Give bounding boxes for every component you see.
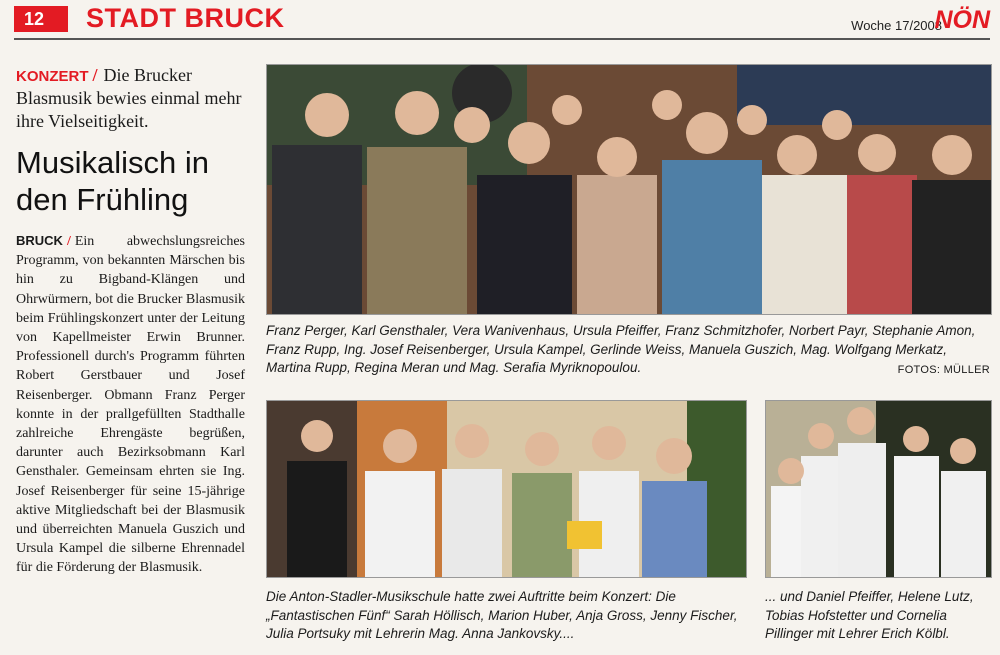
issue-week: Woche 17/2008 <box>851 18 942 33</box>
music-school-photo <box>266 400 747 578</box>
article-headline: Musikalisch in den Frühling <box>16 145 209 217</box>
newspaper-logo: NÖN <box>934 6 990 34</box>
article-body <box>16 232 245 578</box>
kicker-slash: / <box>92 65 98 85</box>
article-kicker <box>16 64 251 133</box>
page-number: 12 <box>14 6 68 32</box>
kicker-text: Die Brucker Blasmusik bewies einmal mehr ihre Vielseitigkeit. <box>16 65 242 131</box>
caption-music-school: Die Anton-Stadler-Musikschule hatte zwei Auftritte beim Konzert: Die „Fantastischen Fünf“ Sarah Höllisch, Marion Huber, Anja Gross, Jenny Fischer, Julia Portsuky mit Lehrerin Mag. Anna Jankovsky.... <box>266 589 738 641</box>
section-title: STADT BRUCK <box>86 3 285 33</box>
group-photo <box>266 64 992 315</box>
caption-group-photo: Franz Perger, Karl Gensthaler, Vera Wanivenhaus, Ursula Pfeiffer, Franz Schmitzhofer, Norbert Payr, Stephanie Amon, Franz Rupp, Ing. Josef Reisenberger, Ursula Kampel, Gerlinde Weiss, Manuela Guszich, Mag. Wolfgang Merkatz, Martina Rupp, Regina Meran und Mag. Serafia Myriknopoulou. <box>266 323 976 375</box>
caption-students-teacher: ... und Daniel Pfeiffer, Helene Lutz, Tobias Hofstetter und Cornelia Pillinger mit Lehrer Erich Kölbl. <box>765 589 974 641</box>
dateline-slash: / <box>66 234 71 249</box>
dateline: BRUCK <box>16 233 63 248</box>
kicker-tag: KONZERT <box>16 68 89 85</box>
photo-credit: FOTOS: MÜLLER <box>897 364 990 376</box>
students-teacher-photo <box>765 400 992 578</box>
header-rule <box>14 38 990 40</box>
body-text: Ein abwechslungsreiches Programm, von bekannten Märschen bis hin zu Bigband-Klängen und Ohrwürmern, bot die Brucker Blasmusik beim Frühlingskonzert unter der Leitung von Kapellmeister Erwin Brunner. Professionell durch's Programm führten Robert Gerstbauer und Josef Reisenberger. Obmann Franz Perger konnte in der prallgefüllten Stadthalle zahlreiche Ehrengäste begrüßen, darunter auch Bezirksobmann Karl Gensthaler. Gemeinsam ehrten sie Ing. Josef Reisenberger für seine 15-jährige aktive Mitgliedschaft bei der Blasmusik und überreichten Manuela Guszich und Ursula Kampel die silberne Ehrennadel für die Förderung der Blasmusik. <box>16 234 246 576</box>
